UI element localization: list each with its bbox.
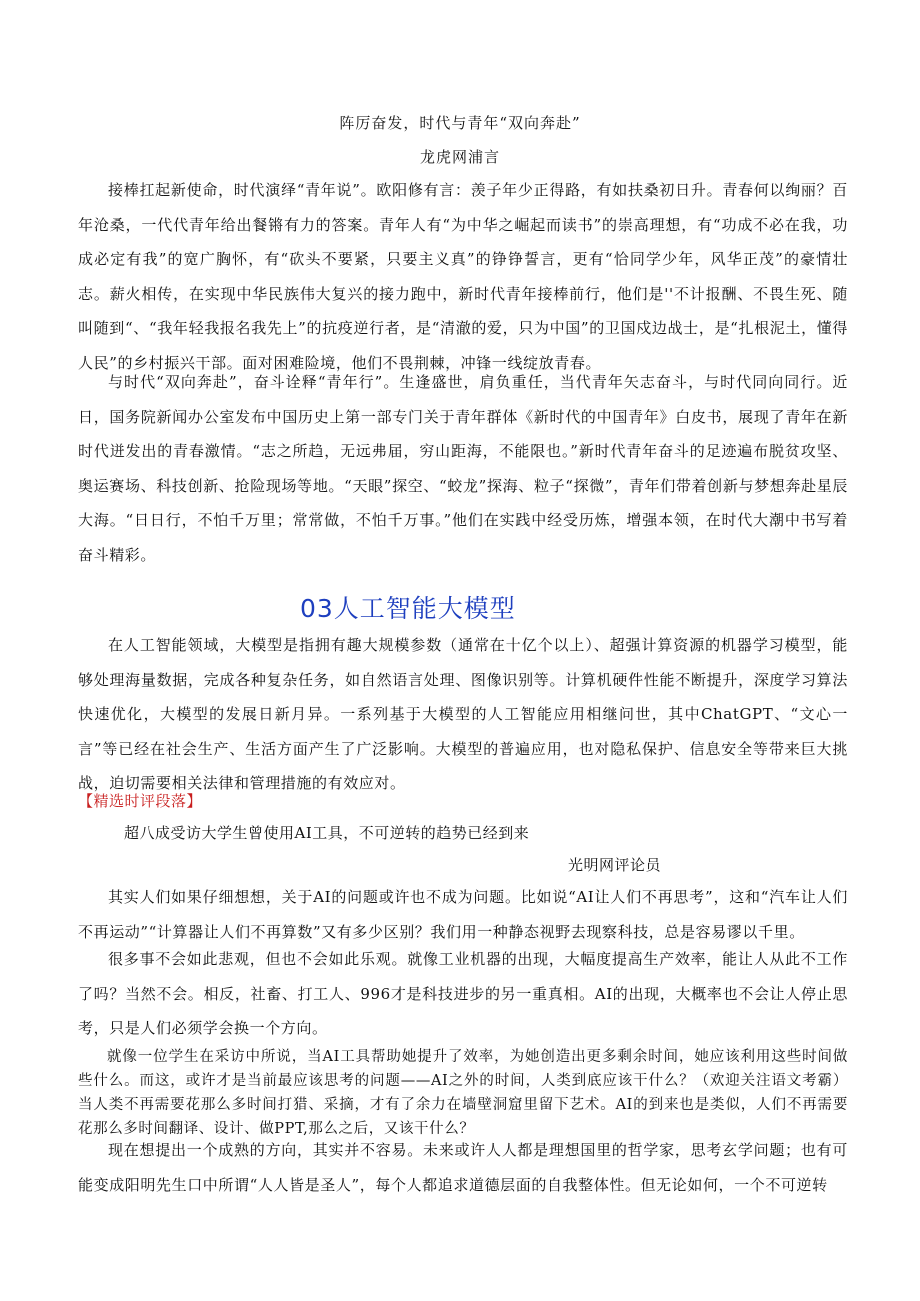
featured-paragraph-4: 现在想提出一个成熟的方向，其实并不容易。未来或许人人都是理想国里的哲学家，思考玄学问题；也有可能变成阳明先生口中所谓“人人皆是圣人”，每个人都追求道德层面的自我整体性。但无论如何，一个不可逆转 (78, 1141, 848, 1194)
article-title: 阵厉奋发，时代与青年“双向奔赴” (339, 114, 581, 132)
article-paragraph-2: 与时代“双向奔赴”，奋斗诠释“青年行”。生逢盛世，肩负重任，当代青年矢志奋斗，与时代同向同行。近日，国务院新闻办公室发布中国历史上第一部专门关于青年群体《新时代的中国青年》白皮书，展现了青年在新时代迸发出的青春激情。“志之所趋，无远弗届，穷山距海，不能限也。”新时代青年奋斗的足迹遍布脱贫攻坚、奥运赛场、科技创新、抢险现场等地。“天眼”探空、“蛟龙”探海、粒子“探微”，青年们带着创新与梦想奔赴星辰大海。“日日行，不怕千万里；常常做，不怕千万事。”他们在实践中经受历炼，增强本领，在时代大潮中书写着奋斗精彩。 (78, 373, 848, 564)
featured-paragraph-1: 其实人们如果仔细想想，关于AI的问题或许也不成为问题。比如说“AI让人们不再思考”，这和“汽车让人们不再运动”“计算器让人们不再算数”又有多少区别？我们用一种静态视野去现察科技，总是容易谬以千里。 (78, 888, 848, 941)
featured-title: 超八成受访大学生曾使用AI工具，不可逆转的趋势已经到来 (124, 824, 530, 842)
article-paragraph-1: 接棒扛起新使命，时代演绎“青年说”。欧阳修有言：羡子年少正得路，有如扶桑初日升。青春何以绚丽？百年沧桑，一代代青年给出餐锵有力的答案。青年人有“为中华之崛起而读书”的崇高理想，有“功成不必在我，功成必定有我”的宽广胸怀，有“砍头不要紧，只要主义真”的铮铮誓言，更有“恰同学少年，风华正茂”的豪情壮志。薪火相传，在实现中华民族伟大复兴的接力跑中，新时代青年接棒前行，他们是''不计报酬、不畏生死、随叫随到“、“我年轻我报名我先上”的抗疫逆行者，是“清澈的爱，只为中国”的卫国戍边战士，是“扎根泥土，懂得人民”的乡村振兴干部。面对困难险境，他们不畏荆棘，冲锋一线绽放青春。 (78, 181, 848, 372)
article-source: 龙虎网浦言 (419, 148, 500, 166)
featured-paragraph-2: 很多事不会如此悲观，但也不会如此乐观。就像工业机器的出现，大幅度提高生产效率，能让人从此不工作了吗？当然不会。相反，社畜、打工人、996才是科技进步的另一重真相。AI的出现，大概率也不会让人停止思考，只是人们必须学会换一个方向。 (78, 950, 848, 1037)
section-intro: 在人工智能领域，大模型是指拥有趣大规模参数（通常在十亿个以上）、超强计算资源的机器学习模型，能够处理海量数据，完成各种复杂任务，如自然语言处理、图像识别等。计算机硬件性能不断提升，深度学习算法快速优化，大模型的发展日新月异。一系列基于大模型的人工智能应用相继问世，其中ChatGPT、“文心一言”等已经在社会生产、生活方面产生了广泛影响。大模型的普遍应用，也对隐私保护、信息安全等带来巨大挑战，迫切需要相关法律和管理措施的有效应对。 (78, 636, 848, 792)
featured-tag: 【精选时评段落】 (78, 792, 203, 810)
section-heading: 03人工智能大模型 (300, 594, 516, 623)
featured-source: 光明网评论员 (568, 856, 662, 874)
featured-paragraph-3: 就像一位学生在采访中所说，当AI工具帮助她提升了效率，为她创造出更多剩余时间，她应该利用这些时间做些什么。而这，或许才是当前最应该思考的问题——AI之外的时间，人类到底应该干什么？（欢迎关注语文考霸）当人类不再需要花那么多时间打猎、采摘，才有了余力在墙壁洞窟里留下艺术。AI的到来也是类似，人们不再需要花那么多时间翻译、设计、做PPT,那么之后，又该干什么？ (78, 1049, 848, 1137)
